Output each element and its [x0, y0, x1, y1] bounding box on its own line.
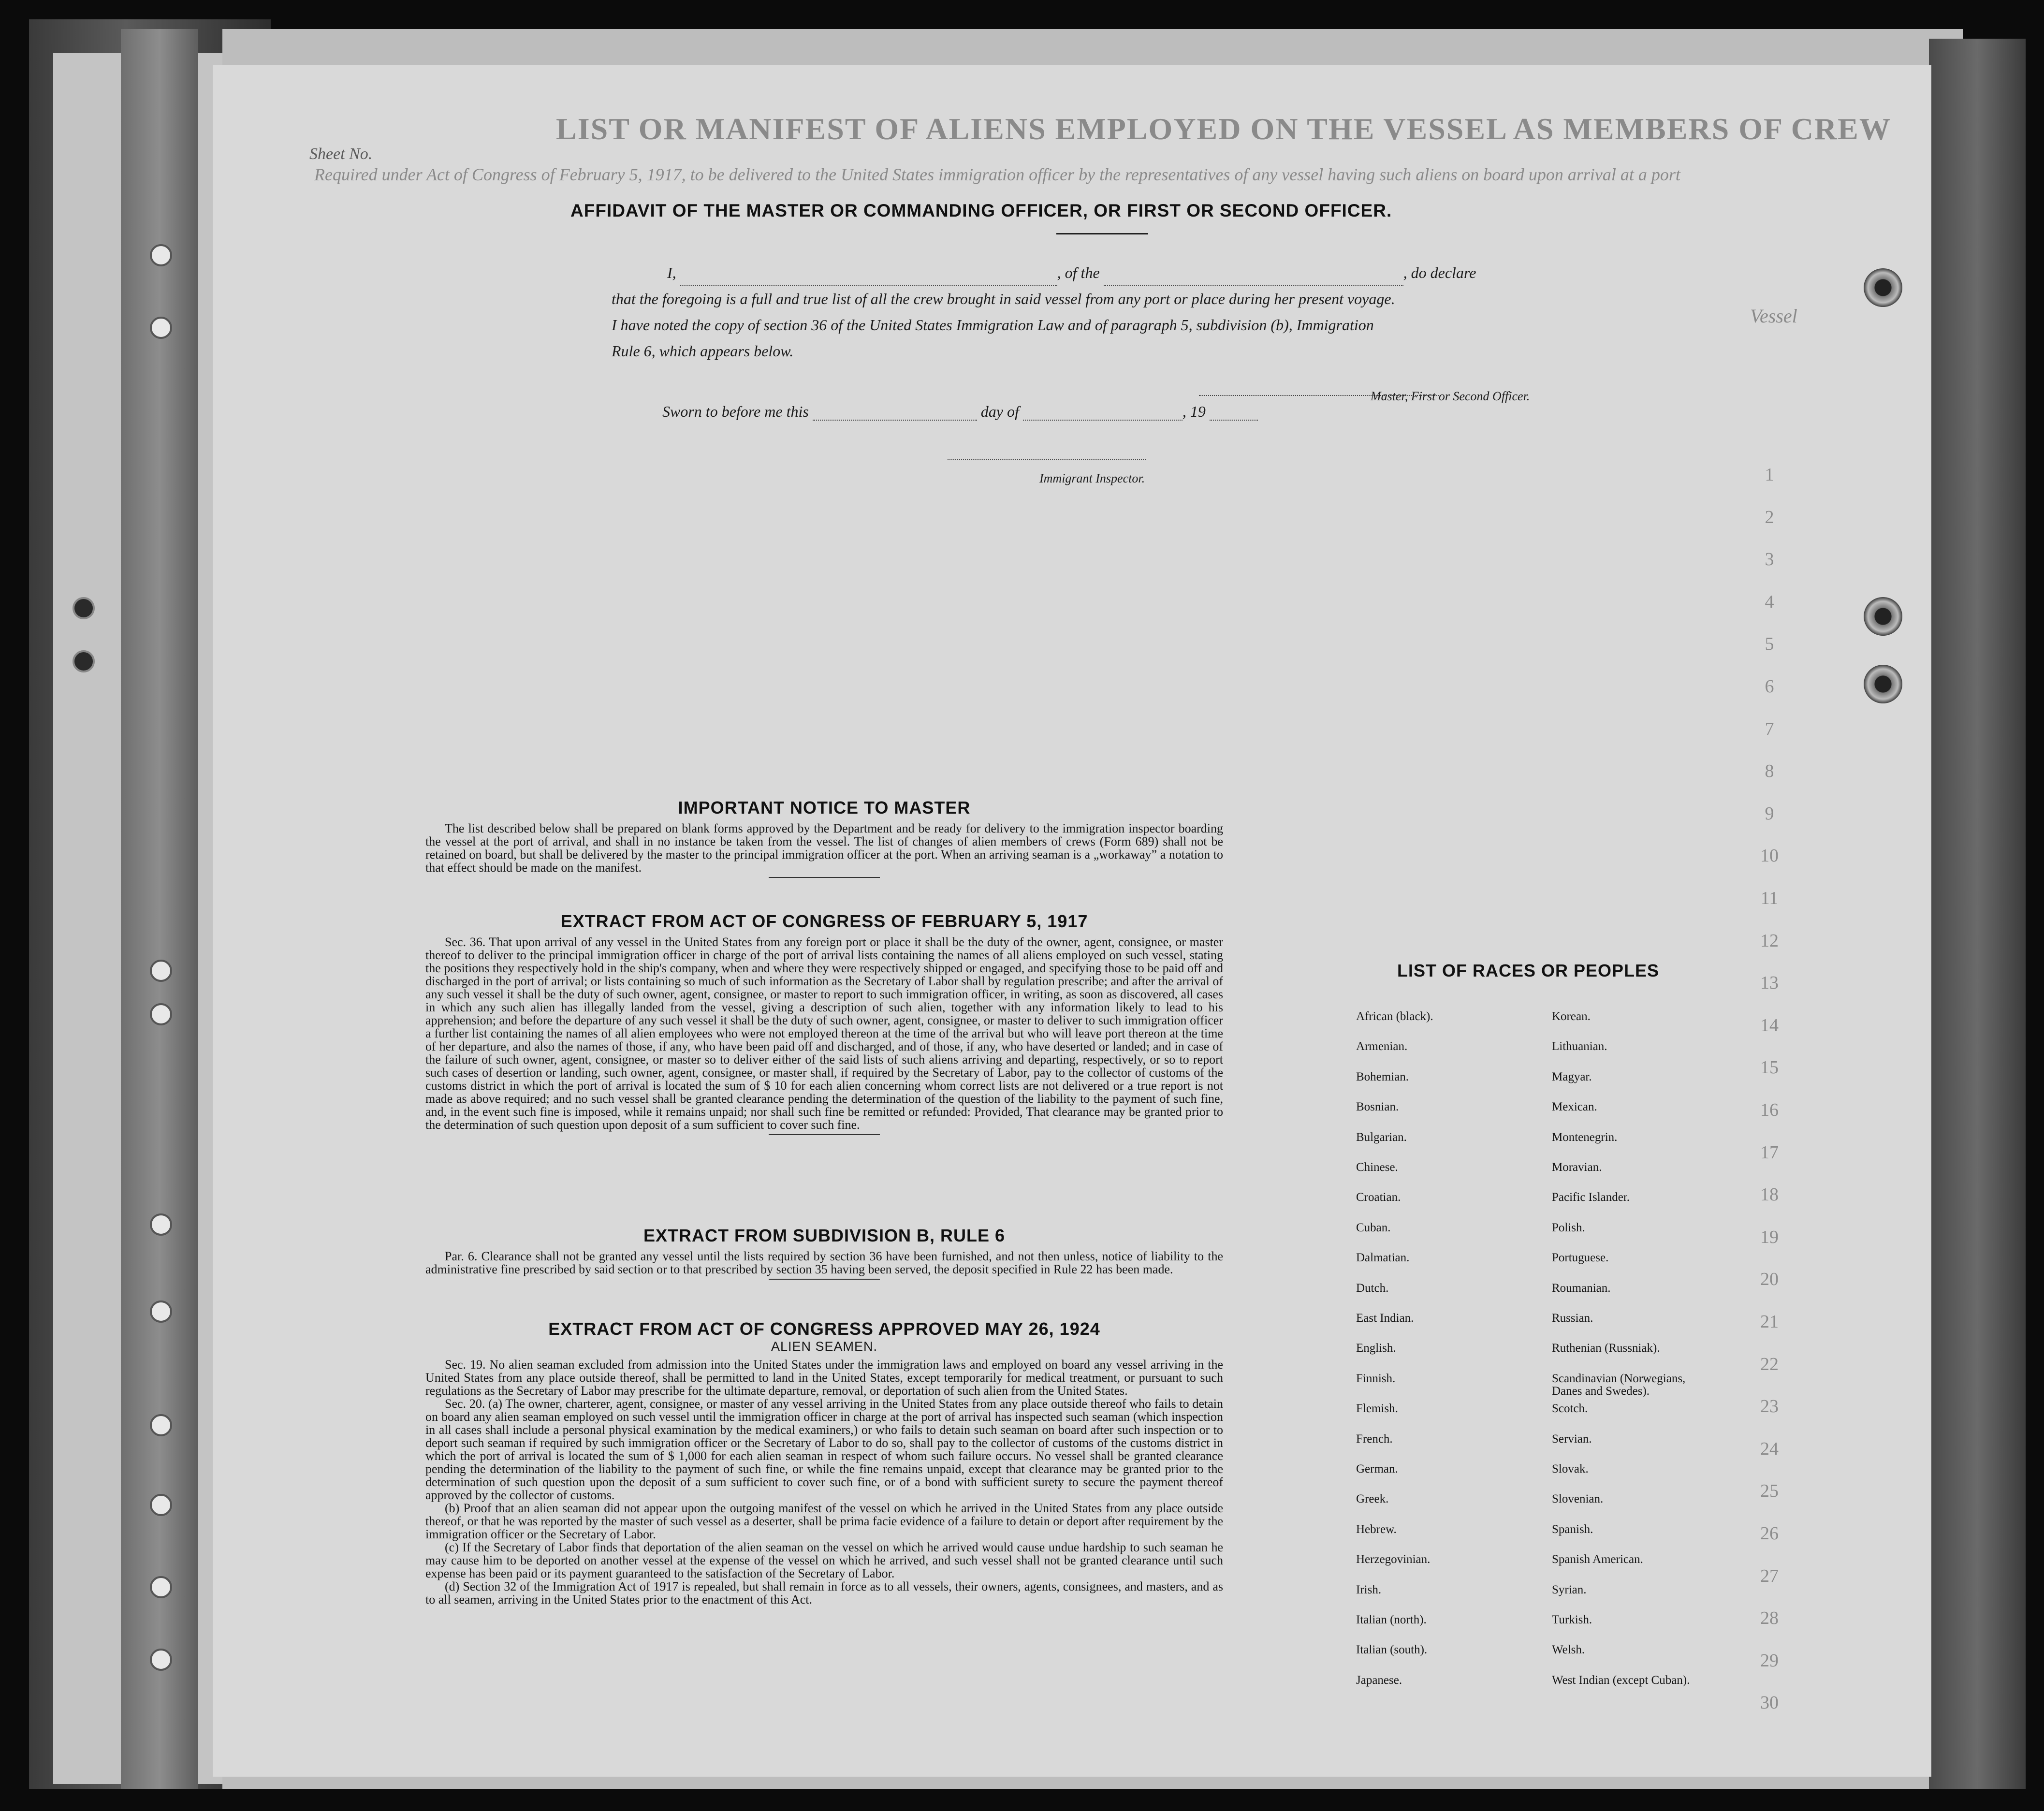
punch-hole: [150, 244, 172, 266]
affidavit-rule: [1056, 233, 1148, 234]
race-item: Bohemian.: [1356, 1070, 1409, 1083]
manifest-row-number: 23: [1760, 1396, 1779, 1417]
race-item: Montenegrin.: [1552, 1130, 1618, 1144]
binder-ring: [1864, 268, 1902, 307]
sworn-day-of-label: day of: [980, 403, 1019, 420]
extract-1924-paragraph: (d) Section 32 of the Immigration Act of 1917 is repealed, but shall remain in force as to all vessels, their owners, agents, consignees, and masters, and as to all seamen, arriving in the United States prior to the enactment of this Act.: [425, 1579, 1223, 1607]
notice-to-master-title: IMPORTANT NOTICE TO MASTER: [678, 798, 971, 818]
manifest-row-number: 1: [1765, 465, 1774, 485]
extract-1924-section: [425, 1319, 1223, 1606]
race-item: Japanese.: [1356, 1673, 1402, 1687]
sworn-line: [662, 403, 1258, 421]
manifest-header: LIST OR MANIFEST OF ALIENS EMPLOYED ON THE VESSEL AS MEMBERS OF CREW: [556, 112, 1891, 146]
extract-1924-paragraph: (b) Proof that an alien seaman did not appear upon the outgoing manifest of the vessel on which he arrived in the United States from any place outside thereof, or that he was reported by the master of such vessel as a deserter, shall be prima facie evidence of a failure to detain or deport after requirement by the immigration officer or the Secretary of Labor.: [425, 1501, 1223, 1541]
race-item: Croatian.: [1356, 1191, 1401, 1204]
sworn-day-field[interactable]: [813, 403, 977, 421]
race-item: Slovak.: [1552, 1462, 1589, 1475]
manifest-row-number: 3: [1765, 549, 1774, 570]
manifest-row-number: 6: [1765, 676, 1774, 697]
manifest-row-number: 16: [1760, 1100, 1779, 1120]
race-item: Pacific Islander.: [1552, 1191, 1630, 1204]
affidavit-statement-line-2: I have noted the copy of section 36 of the United States Immigration Law and of paragraph 5, subdivision (b), Immigration: [612, 316, 1374, 334]
extract-rule6-title: EXTRACT FROM SUBDIVISION B, RULE 6: [643, 1226, 1006, 1245]
race-item: French.: [1356, 1432, 1393, 1446]
race-item: Armenian.: [1356, 1040, 1408, 1053]
race-item: Italian (north).: [1356, 1613, 1427, 1626]
race-item: Bulgarian.: [1356, 1130, 1407, 1144]
extract-1917-section: [425, 911, 1223, 1139]
punch-hole: [150, 1414, 172, 1436]
race-item: Portuguese.: [1552, 1251, 1609, 1265]
manifest-row-number: 30: [1760, 1693, 1779, 1713]
affidavit-declare-label: , do declare: [1403, 264, 1476, 281]
affidavit-statement-line-3: Rule 6, which appears below.: [612, 342, 794, 360]
extract-1917-text: Sec. 36. That upon arrival of any vessel in the United States from any foreign port or place it shall be the duty of the owner, agent, consignee, or master thereof to deliver to the principal immigration officer in charge of the port of arrival lists containing the names of all aliens employed on such vessel, stating the positions they respectively hold in the ship's company, when and where they were respectively shipped or engaged, and specifying those to be paid off and discharged in the port of arrival; or lists containing so much of such information as the Secretary of Labor shall by regulation prescribe; and after the arrival of any such vessel it shall be the duty of such owner, agent, consignee, or master to report to such immigration officer, in writing, as soon as discovered, all cases in which any such alien has illegally landed from the vessel, giving a description of such alien, together with any information likely to lead to his apprehension; and before the departure of any such vessel it shall be the duty of such owner, agent, consignee, or master to deliver to such immigration officer a further list containing the names of all alien employees who were not employed thereon at the time of the arrival but who will leave port thereon at the time of her departure, and also the names of those, if any, who have been paid off and discharged, and of those, if any, who have deserted or landed; and in case of the failure of such owner, agent, consignee, or master so to deliver either of the said lists of such aliens arriving and departing, respectively, or so to report such cases of desertion or landing, such owner, agent, consignee, or master shall, if required by the Secretary of Labor, pay to the collector of customs of the customs district in which the port of arrival is located the sum of $ 10 for each alien concerning whom correct lists are not delivered or a true report is not made as above required; and no such vessel shall be granted clearance pending the determination of the question of the liability to the payment of such fine, and, in the event such fine is imposed, while it remains unpaid; nor shall such fine be remitted or refunded: Provided, That clearance may be granted prior to the determination of such question upon deposit of a sum sufficient to cover such fine.: [425, 935, 1223, 1132]
race-item: Lithuanian.: [1552, 1040, 1607, 1053]
race-item: Korean.: [1552, 1010, 1591, 1023]
extract-1924-subtitle: ALIEN SEAMEN.: [771, 1339, 878, 1354]
race-item: English.: [1356, 1342, 1396, 1355]
punch-hole: [73, 650, 95, 672]
inspector-signature-field[interactable]: [948, 459, 1146, 460]
race-item: Dalmatian.: [1356, 1251, 1410, 1265]
vessel-label: Vessel: [1750, 305, 1797, 327]
race-item: Moravian.: [1552, 1161, 1602, 1174]
punch-hole: [150, 1003, 172, 1025]
binder-ring: [1864, 665, 1902, 703]
manifest-row-number: 7: [1765, 718, 1774, 739]
manifest-row-number: 4: [1765, 591, 1774, 612]
race-item: Italian (south).: [1356, 1643, 1428, 1657]
manifest-row-number: 15: [1760, 1057, 1779, 1078]
section-divider: [769, 1134, 880, 1135]
race-item: Herzegovinian.: [1356, 1553, 1431, 1566]
race-item: Bosnian.: [1356, 1100, 1399, 1114]
manifest-row-number: 27: [1760, 1565, 1779, 1586]
race-item: Servian.: [1552, 1432, 1592, 1446]
sworn-year-label: , 19: [1182, 403, 1206, 420]
races-list-title: LIST OF RACES OR PEOPLES: [1397, 961, 1660, 980]
manifest-row-number: 12: [1760, 930, 1779, 951]
extract-1924-paragraph: Sec. 19. No alien seaman excluded from admission into the United States under the immigration laws and employed on board any vessel arriving in the United States from any place outside thereof, shall be permitted to land in the United States, except temporarily for medical treatment, or pursuant to such regulations as the Secretary of Labor may prescribe for the ultimate departure, removal, or deportation of such alien from the United States.: [425, 1358, 1223, 1398]
manifest-row-number: 26: [1760, 1523, 1779, 1544]
extract-1924-paragraph: (c) If the Secretary of Labor finds that deportation of the alien seaman on the vessel on which he arrived would cause undue hardship to such seaman he may cause him to be deported on another vessel at the expense of the vessel on which he arrived, and such vessel shall not be granted clearance until such expense has been paid or its payment guaranteed to the satisfaction of the Secretary of Labor.: [425, 1540, 1223, 1580]
extract-1917-title: EXTRACT FROM ACT OF CONGRESS OF FEBRUARY 5, 1917: [560, 911, 1088, 931]
section-divider: [769, 877, 880, 878]
manifest-row-number: 13: [1760, 973, 1779, 993]
manifest-act-line: Required under Act of Congress of February 5, 1917, to be delivered to the United States immigration officer by the representatives of any vessel having such aliens on board upon arrival at a port: [314, 165, 1680, 184]
punch-hole: [150, 1494, 172, 1516]
binder-ring: [1864, 597, 1902, 636]
affidavit-title: AFFIDAVIT OF THE MASTER OR COMMANDING OFFICER, OR FIRST OR SECOND OFFICER.: [570, 201, 1392, 220]
punch-hole: [150, 960, 172, 982]
race-item: Spanish.: [1552, 1522, 1593, 1536]
manifest-row-number: 22: [1760, 1354, 1779, 1374]
extract-1924-paragraph: Sec. 20. (a) The owner, charterer, agent, consignee, or master of any vessel arriving in the United States from any place outside thereof who fails to detain on board any alien seaman employed on such vessel until the immigration officer in charge at the port of arrival has inspected such seaman (which inspection in all cases shall include a personal physical examination by the medical examiners,) or who fails to detain such seaman on board after such inspection or to deport such seaman if required by such immigration officer or the Secretary of Labor to do so, shall pay to the collector of customs of the customs district in which the port of arrival is located the sum of $ 1,000 for each alien seaman in respect of whom such failure occurs. No vessel shall be granted clearance pending the determination of the liability to the payment of such fine, or while the fine remains unpaid, except that clearance may be granted prior to the determination of such question upon the deposit of a sum sufficient to cover such fine, or of a bond with sufficient surety to secure the payment thereof approved by the collector of customs.: [425, 1397, 1223, 1502]
notice-to-master-text: The list described below shall be prepared on blank forms approved by the Department and be ready for delivery to the immigration inspector boarding the vessel at the port of arrival, and shall in no instance be taken from the vessel. The list of changes of alien members of crews (Form 689) shall not be retained on board, but shall be delivered by the master to the principal immigration officer at the port. When an arriving seaman is a „workaway” a notation to that effect should be made on the manifest.: [425, 821, 1223, 875]
race-item: Dutch.: [1356, 1281, 1389, 1295]
manifest-row-number: 8: [1765, 761, 1774, 782]
manifest-row-number: 17: [1760, 1142, 1779, 1163]
race-item: Mexican.: [1552, 1100, 1597, 1114]
affidavit-of-the-label: , of the: [1057, 264, 1100, 281]
race-item: Ruthenian (Russniak).: [1552, 1342, 1660, 1355]
race-item: African (black).: [1356, 1010, 1433, 1023]
race-item: East Indian.: [1356, 1312, 1414, 1325]
race-item: Cuban.: [1356, 1221, 1391, 1234]
punch-hole: [150, 1649, 172, 1671]
punch-hole: [150, 1300, 172, 1323]
sworn-year-field[interactable]: [1210, 403, 1258, 421]
manifest-row-number: 24: [1760, 1438, 1779, 1459]
manifest-row-number: 14: [1760, 1015, 1779, 1036]
manifest-row-number: 11: [1760, 888, 1779, 908]
manifest-row-number: 5: [1765, 634, 1774, 655]
race-item: Russian.: [1552, 1312, 1593, 1325]
affidavit-declaration-line: [612, 260, 1559, 286]
punch-hole: [150, 317, 172, 339]
affidavit-i-label: I,: [667, 264, 676, 281]
punch-hole: [150, 1576, 172, 1598]
race-item: West Indian (except Cuban).: [1552, 1673, 1690, 1687]
extract-1924-title: EXTRACT FROM ACT OF CONGRESS APPROVED MAY 26, 1924: [548, 1319, 1100, 1339]
affidavit-statement-line-1: that the foregoing is a full and true list of all the crew brought in said vessel from any port or place during her present voyage.: [612, 290, 1395, 307]
manifest-row-number: 2: [1765, 507, 1774, 527]
punch-hole: [150, 1213, 172, 1236]
race-item: Finnish.: [1356, 1372, 1396, 1385]
manifest-row-number: 21: [1760, 1312, 1779, 1332]
binder-strip: [121, 29, 198, 1789]
race-item: Flemish.: [1356, 1402, 1398, 1416]
sworn-month-field[interactable]: [1023, 403, 1183, 421]
race-item: Irish.: [1356, 1583, 1382, 1596]
race-item: Magyar.: [1552, 1070, 1592, 1083]
manifest-row-number: 29: [1760, 1650, 1779, 1671]
immigrant-inspector-label: Immigrant Inspector.: [1039, 471, 1145, 485]
sheet-number-label: Sheet No.: [309, 145, 373, 163]
extract-rule6-text: Par. 6. Clearance shall not be granted any vessel until the lists required by section 36 have been furnished, and not then unless, notice of liability to the administrative fine prescribed by said section or to that prescribed by section 35 having been served, the deposit specified in Rule 22 has been made.: [425, 1249, 1223, 1276]
manifest-row-number: 10: [1760, 846, 1779, 866]
race-item: Hebrew.: [1356, 1522, 1397, 1536]
race-item: Greek.: [1356, 1492, 1389, 1506]
master-officer-label: Master, First or Second Officer.: [1371, 389, 1530, 403]
manifest-row-number: 19: [1760, 1227, 1779, 1247]
race-item: Scotch.: [1552, 1402, 1588, 1416]
manifest-row-number: 9: [1765, 803, 1774, 824]
race-item: Polish.: [1552, 1221, 1585, 1234]
race-item: Slovenian.: [1552, 1492, 1604, 1506]
notice-to-master-section: [425, 798, 1223, 882]
manifest-row-number: 18: [1760, 1184, 1779, 1205]
manifest-row-number: 20: [1760, 1269, 1779, 1290]
race-item: Welsh.: [1552, 1643, 1585, 1657]
race-item: Syrian.: [1552, 1583, 1587, 1596]
extract-rule6-section: [425, 1226, 1223, 1284]
race-item: Roumanian.: [1552, 1281, 1611, 1295]
race-item: German.: [1356, 1462, 1398, 1475]
race-item: Spanish American.: [1552, 1553, 1643, 1566]
manifest-row-number: 28: [1760, 1608, 1779, 1629]
race-item: Scandinavian (Norwegians, Danes and Swedes).: [1552, 1372, 1686, 1398]
section-divider: [769, 1279, 880, 1280]
race-item: Chinese.: [1356, 1161, 1398, 1174]
sworn-label: Sworn to before me this: [662, 403, 809, 420]
binder-cover-right: [1929, 39, 2026, 1789]
manifest-row-number: 25: [1760, 1481, 1779, 1502]
punch-hole: [73, 597, 95, 619]
race-item: Turkish.: [1552, 1613, 1592, 1626]
